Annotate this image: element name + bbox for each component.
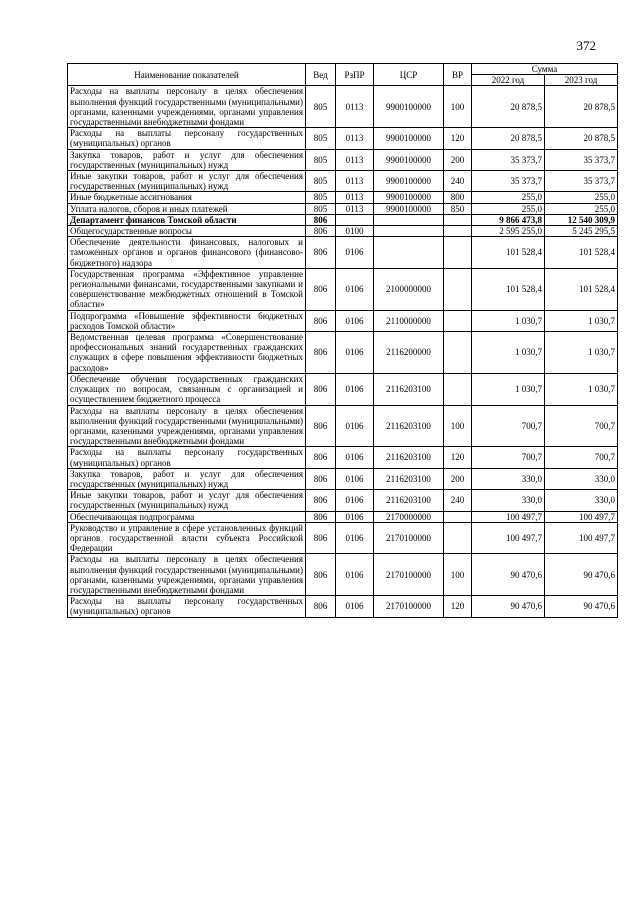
row-ved: 806 [306,268,336,310]
row-ved: 806 [306,373,336,405]
row-name: Расходы на выплаты персоналу государственных (муниципальных) органов [68,447,306,468]
row-csr [374,237,444,269]
table-row [68,447,618,468]
row-ved: 806 [306,405,336,447]
row-ved: 806 [306,332,336,374]
row-amount-2023: 90 470,6 [545,596,618,617]
row-amount-2022: 2 595 255,0 [472,226,545,237]
row-amount-2022: 35 373,7 [472,171,545,192]
row-ved: 806 [306,490,336,511]
row-amount-2022: 35 373,7 [472,149,545,170]
row-amount-2022: 1 030,7 [472,332,545,374]
row-amount-2023: 330,0 [545,468,618,489]
row-rzpr [336,214,374,225]
table-row [68,226,618,237]
row-vr: 800 [444,192,472,203]
row-amount-2022: 20 878,5 [472,128,545,149]
row-ved: 806 [306,468,336,489]
row-amount-2023: 101 528,4 [545,237,618,269]
row-ved: 805 [306,192,336,203]
row-rzpr: 0106 [336,332,374,374]
row-csr: 9900100000 [374,86,444,128]
row-amount-2023: 255,0 [545,192,618,203]
header-ved: Вед [306,64,336,86]
table-row [68,149,618,170]
row-rzpr: 0106 [336,447,374,468]
row-vr: 120 [444,596,472,617]
row-name: Обеспечивающая подпрограмма [68,511,306,522]
row-amount-2022: 255,0 [472,203,545,214]
row-ved: 805 [306,128,336,149]
row-vr [444,214,472,225]
row-csr: 2110000000 [374,310,444,331]
row-amount-2022: 330,0 [472,468,545,489]
row-vr: 100 [444,554,472,596]
row-name: Закупка товаров, работ и услуг для обеспечения государственных (муниципальных) нужд [68,468,306,489]
header-csr: ЦСР [374,64,444,86]
header-sum: Сумма [472,64,618,75]
table-row [68,192,618,203]
table-row [68,237,618,269]
row-amount-2023: 100 497,7 [545,522,618,554]
row-rzpr: 0106 [336,490,374,511]
row-amount-2023: 20 878,5 [545,128,618,149]
row-rzpr: 0113 [336,203,374,214]
row-amount-2023: 12 540 309,9 [545,214,618,225]
row-rzpr: 0113 [336,192,374,203]
row-vr: 100 [444,405,472,447]
row-name: Расходы на выплаты персоналу в целях обеспечения выполнения функций государственными (муниципальными) органами, казенными учреждениями, органами управления государственными внебюджетными фондами [68,86,306,128]
row-vr [444,237,472,269]
row-amount-2023: 35 373,7 [545,149,618,170]
row-amount-2022: 90 470,6 [472,596,545,617]
row-vr [444,310,472,331]
row-ved: 805 [306,149,336,170]
row-ved: 806 [306,511,336,522]
row-name: Уплата налогов, сборов и иных платежей [68,203,306,214]
row-rzpr: 0106 [336,468,374,489]
row-rzpr: 0113 [336,128,374,149]
row-amount-2023: 700,7 [545,405,618,447]
row-amount-2023: 330,0 [545,490,618,511]
row-amount-2023: 20 878,5 [545,86,618,128]
budget-table [67,63,618,618]
row-name: Расходы на выплаты персоналу в целях обеспечения выполнения функций государственными (муниципальными) органами, казенными учреждениями, органами управления государственными внебюджетными фондами [68,405,306,447]
row-vr [444,226,472,237]
row-ved: 806 [306,237,336,269]
row-name: Расходы на выплаты персоналу государственных (муниципальных) органов [68,128,306,149]
header-rzpr: РзПР [336,64,374,86]
table-row [68,522,618,554]
table-row [68,554,618,596]
row-amount-2023: 5 245 295,5 [545,226,618,237]
row-csr: 2116200000 [374,332,444,374]
row-ved: 806 [306,522,336,554]
row-amount-2022: 700,7 [472,405,545,447]
row-csr: 9900100000 [374,149,444,170]
row-amount-2022: 700,7 [472,447,545,468]
row-amount-2022: 100 497,7 [472,522,545,554]
row-ved: 806 [306,310,336,331]
row-vr [444,268,472,310]
row-csr [374,226,444,237]
row-ved: 805 [306,203,336,214]
row-amount-2023: 700,7 [545,447,618,468]
table-row [68,596,618,617]
table-row [68,128,618,149]
row-csr: 2170100000 [374,522,444,554]
row-vr [444,332,472,374]
row-amount-2022: 101 528,4 [472,237,545,269]
row-vr: 200 [444,468,472,489]
row-amount-2023: 100 497,7 [545,511,618,522]
row-csr: 9900100000 [374,128,444,149]
row-ved: 806 [306,596,336,617]
row-rzpr: 0113 [336,149,374,170]
row-vr: 200 [444,149,472,170]
row-name: Ведомственная целевая программа «Совершенствование профессиональных знаний государственных гражданских служащих в сфере повышения эффективности бюджетных расходов» [68,332,306,374]
table-row [68,373,618,405]
table-row [68,332,618,374]
row-rzpr: 0106 [336,511,374,522]
row-ved: 806 [306,554,336,596]
row-name: Департамент финансов Томской области [68,214,306,225]
row-amount-2022: 20 878,5 [472,86,545,128]
row-rzpr: 0113 [336,171,374,192]
row-vr [444,373,472,405]
row-csr: 2170100000 [374,596,444,617]
row-csr: 2116203100 [374,405,444,447]
row-vr [444,511,472,522]
row-amount-2022: 101 528,4 [472,268,545,310]
row-amount-2022: 330,0 [472,490,545,511]
row-rzpr: 0106 [336,310,374,331]
row-rzpr: 0106 [336,373,374,405]
header-vr: ВР [444,64,472,86]
table-row [68,86,618,128]
page-number: 372 [576,38,596,53]
header-year-2023: 2023 год [545,75,618,86]
row-name: Подпрограмма «Повышение эффективности бюджетных расходов Томской области» [68,310,306,331]
row-amount-2023: 35 373,7 [545,171,618,192]
row-rzpr: 0106 [336,405,374,447]
row-amount-2023: 1 030,7 [545,332,618,374]
row-ved: 805 [306,171,336,192]
table-body [68,86,618,617]
row-rzpr: 0100 [336,226,374,237]
table-row [68,310,618,331]
row-csr [374,214,444,225]
row-ved: 805 [306,86,336,128]
row-vr [444,522,472,554]
row-name: Общегосударственные вопросы [68,226,306,237]
table-row [68,171,618,192]
row-ved: 806 [306,214,336,225]
row-name: Государственная программа «Эффективное управление региональными финансами, государственными закупками и совершенствование межбюджетных отношений в Томской области» [68,268,306,310]
row-name: Закупка товаров, работ и услуг для обеспечения государственных (муниципальных) нужд [68,149,306,170]
row-csr: 2100000000 [374,268,444,310]
row-amount-2023: 90 470,6 [545,554,618,596]
row-vr: 120 [444,128,472,149]
row-amount-2022: 9 866 473,8 [472,214,545,225]
row-csr: 2116203100 [374,373,444,405]
row-csr: 9900100000 [374,171,444,192]
row-name: Расходы на выплаты персоналу в целях обеспечения выполнения функций государственными (муниципальными) органами, казенными учреждениями, органами управления государственными внебюджетными фондами [68,554,306,596]
table-row [68,468,618,489]
row-rzpr: 0106 [336,554,374,596]
row-csr: 9900100000 [374,203,444,214]
row-vr: 850 [444,203,472,214]
row-amount-2023: 101 528,4 [545,268,618,310]
table-row [68,214,618,225]
header-name: Наименование показателей [68,64,306,86]
row-name: Расходы на выплаты персоналу государственных (муниципальных) органов [68,596,306,617]
row-ved: 806 [306,226,336,237]
row-rzpr: 0106 [336,596,374,617]
row-amount-2022: 90 470,6 [472,554,545,596]
header-year-2022: 2022 год [472,75,545,86]
row-vr: 240 [444,490,472,511]
row-amount-2022: 255,0 [472,192,545,203]
table-row [68,490,618,511]
row-ved: 806 [306,447,336,468]
row-csr: 2170100000 [374,554,444,596]
row-name: Руководство и управление в сфере установленных функций органов государственной власти субъекта Российской Федерации [68,522,306,554]
row-name: Обеспечение обучения государственных гражданских служащих по вопросам, связанным с организацией и осуществлением бюджетного процесса [68,373,306,405]
row-rzpr: 0113 [336,86,374,128]
table-row [68,405,618,447]
header-row [68,64,618,75]
table-row [68,268,618,310]
row-rzpr: 0106 [336,268,374,310]
row-amount-2022: 100 497,7 [472,511,545,522]
row-amount-2022: 1 030,7 [472,310,545,331]
row-vr: 100 [444,86,472,128]
row-csr: 9900100000 [374,192,444,203]
row-rzpr: 0106 [336,522,374,554]
table-row [68,511,618,522]
row-vr: 240 [444,171,472,192]
row-name: Обеспечение деятельности финансовых, налоговых и таможенных органов и органов финансового (финансово-бюджетного) надзора [68,237,306,269]
row-amount-2022: 1 030,7 [472,373,545,405]
row-csr: 2116203100 [374,468,444,489]
row-name: Иные бюджетные ассигнования [68,192,306,203]
row-amount-2023: 1 030,7 [545,310,618,331]
row-name: Иные закупки товаров, работ и услуг для обеспечения государственных (муниципальных) нужд [68,490,306,511]
table-row [68,203,618,214]
row-csr: 2116203100 [374,490,444,511]
row-csr: 2116203100 [374,447,444,468]
row-amount-2023: 255,0 [545,203,618,214]
row-csr: 2170000000 [374,511,444,522]
row-vr: 120 [444,447,472,468]
row-name: Иные закупки товаров, работ и услуг для обеспечения государственных (муниципальных) нужд [68,171,306,192]
row-rzpr: 0106 [336,237,374,269]
row-amount-2023: 1 030,7 [545,373,618,405]
